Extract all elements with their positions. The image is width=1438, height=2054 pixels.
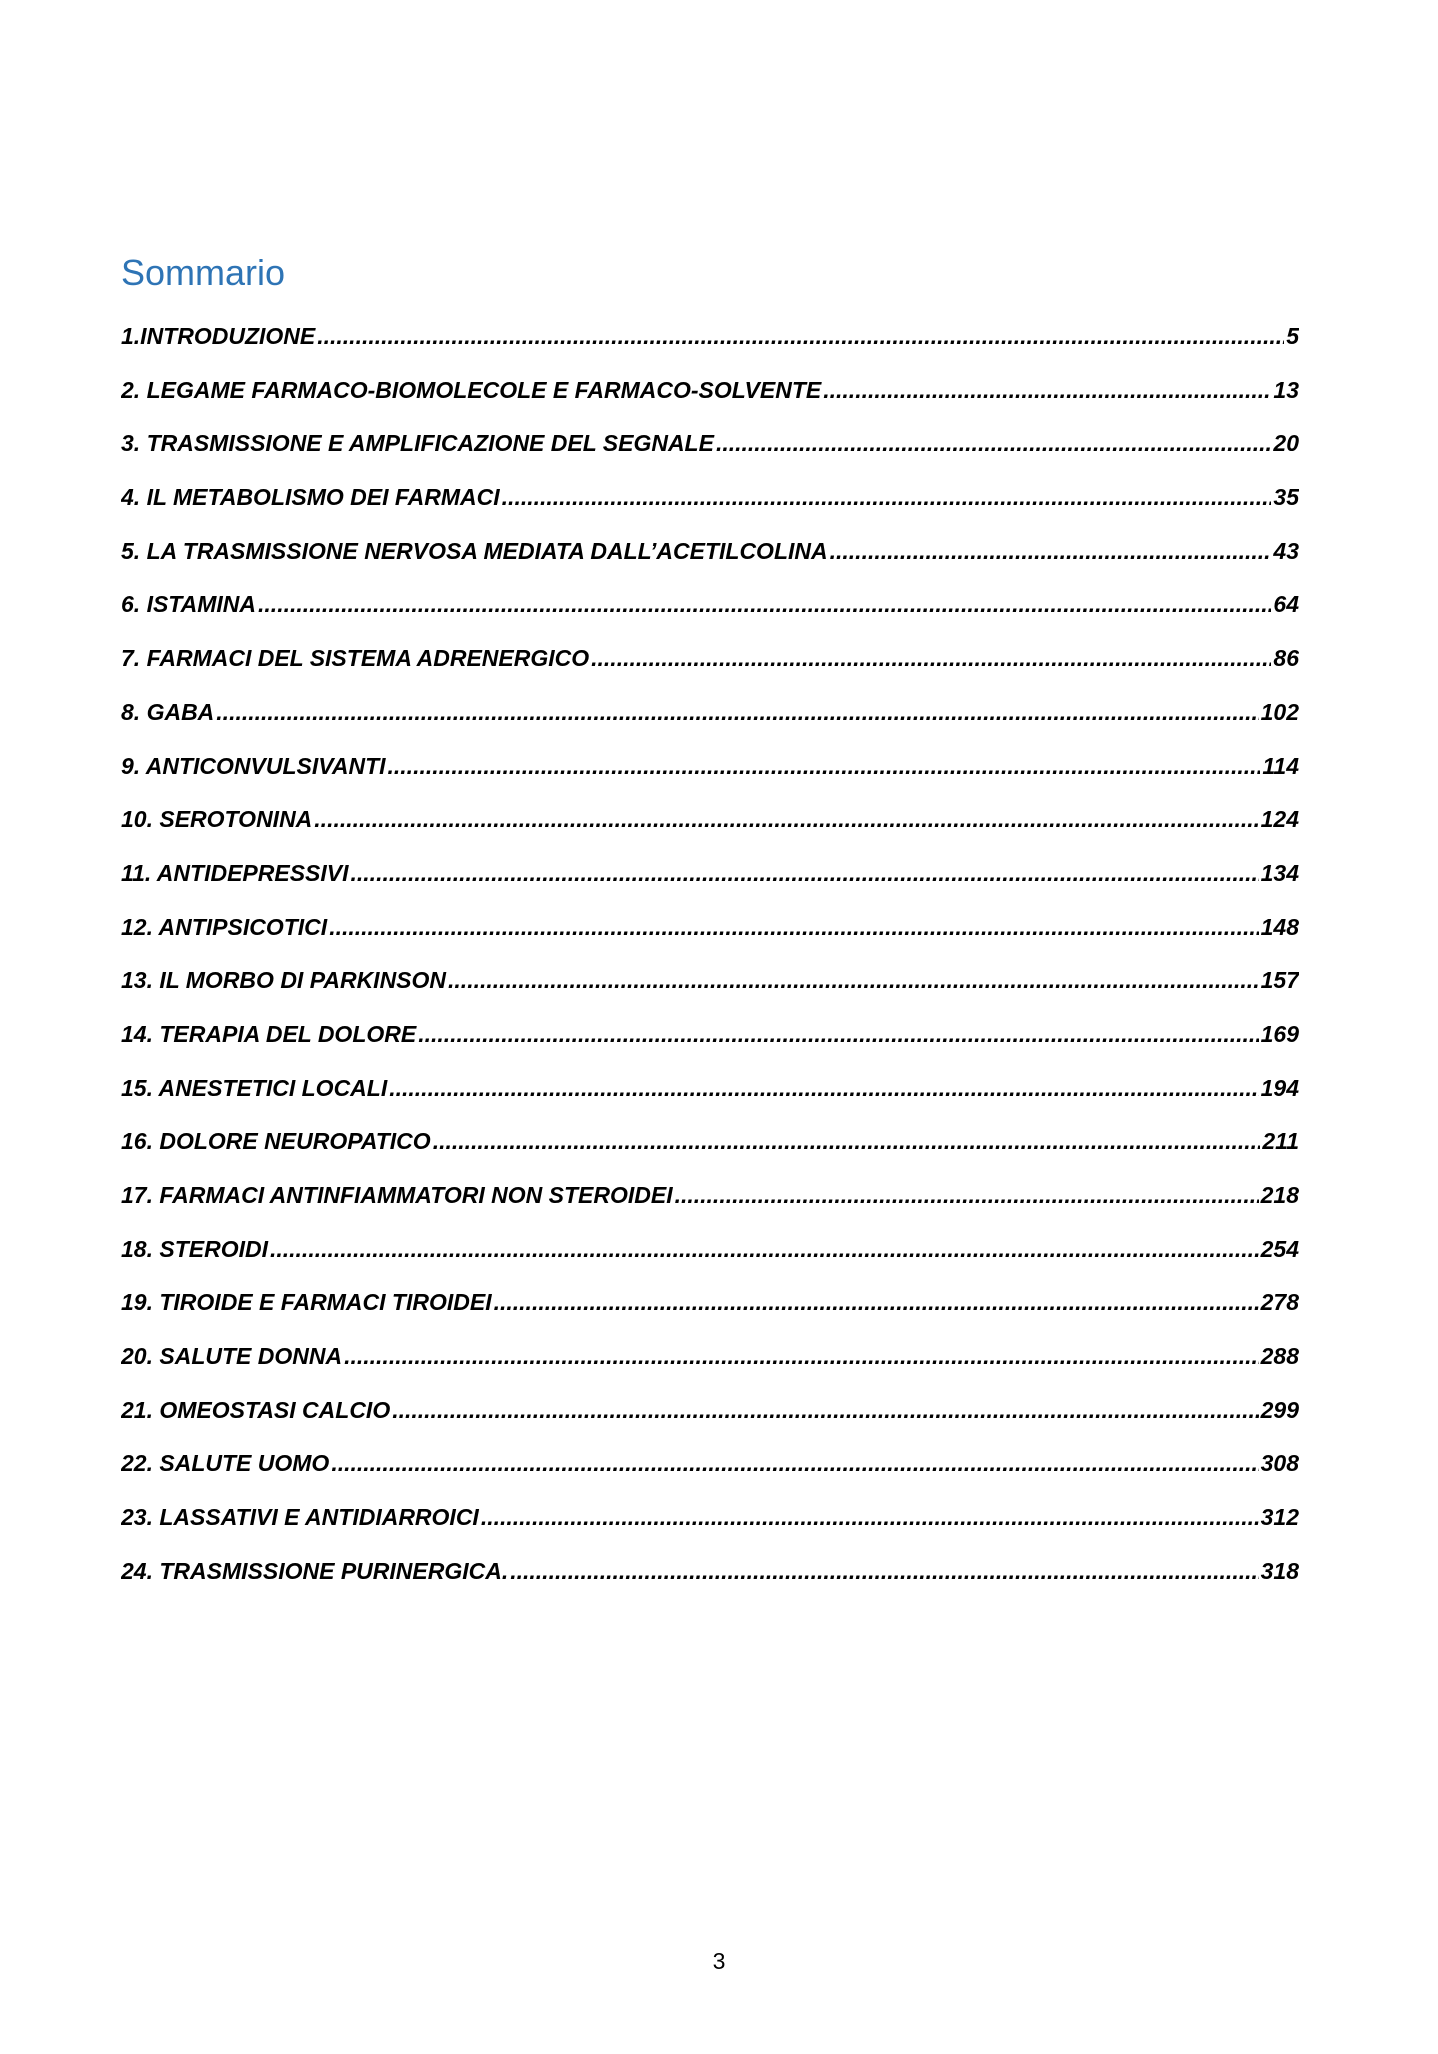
toc-entry-label: 22. SALUTE UOMO [121,1450,330,1477]
toc-entry-page: 218 [1260,1182,1299,1208]
toc-dot-leader [510,1558,1258,1585]
toc-dot-leader [502,484,1272,511]
toc-entry-page: 86 [1273,645,1299,672]
toc-entry-label: 13. IL MORBO DI PARKINSON [121,967,447,994]
toc-entry-page: 102 [1260,698,1299,725]
toc-dot-leader [344,1343,1259,1370]
toc-entry-label: 11. ANTIDEPRESSIVI [121,859,349,886]
toc-entry-label: 9. ANTICONVULSIVANTI [121,752,386,779]
toc-dot-leader [392,1397,1258,1424]
toc-dot-leader [329,914,1258,941]
toc-entry-label: 19. TIROIDE E FARMACI TIROIDEI [121,1289,492,1316]
toc-entry-label: 12. ANTIPSICOTICI [121,913,328,940]
toc-dot-leader [823,377,1271,404]
toc-dot-leader [830,538,1272,565]
toc-entry[interactable] [121,430,1299,484]
toc-entry-page: 134 [1260,859,1299,886]
toc-entry-page: 124 [1260,806,1299,833]
toc-entry-page: 254 [1260,1235,1299,1262]
toc-entry[interactable] [121,484,1299,538]
toc-entry[interactable] [121,1236,1299,1290]
toc-entry-label: 10. SEROTONINA [121,806,313,833]
toc-entry-label: 5. LA TRASMISSIONE NERVOSA MEDIATA DALL’ACETILCOLINA [121,537,828,564]
toc-entry[interactable] [121,1021,1299,1075]
toc-entry-label: 2. LEGAME FARMACO-BIOMOLECOLE E FARMACO-SOLVENTE [121,376,822,403]
toc-entry-label: 8. GABA [121,698,215,725]
toc-entry[interactable] [121,753,1299,807]
toc-entry-label: 14. TERAPIA DEL DOLORE [121,1020,417,1047]
toc-entry-page: 114 [1262,752,1299,779]
toc-dot-leader [675,1182,1259,1209]
toc-dot-leader [448,967,1259,994]
toc-entry[interactable] [121,1558,1299,1612]
toc-entry-label: 21. OMEOSTASI CALCIO [121,1396,391,1423]
toc-entry[interactable] [121,914,1299,968]
toc-entry-label: 18. STEROIDI [121,1235,268,1262]
toc-entry-page: 211 [1262,1128,1299,1155]
toc-dot-leader [258,591,1271,618]
toc-entry[interactable] [121,323,1299,377]
toc-dot-leader [216,699,1258,726]
toc-entry-page: 288 [1260,1343,1299,1370]
toc-entry[interactable] [121,1182,1299,1236]
toc-entry-label: 17. FARMACI ANTINFIAMMATORI NON STEROIDEI [121,1182,673,1208]
toc-entry-label: 3. TRASMISSIONE E AMPLIFICAZIONE DEL SEGNALE [121,430,714,457]
toc-entry-label: 23. LASSATIVI E ANTIDIARROICI [121,1504,479,1531]
toc-entry-page: 278 [1260,1289,1299,1316]
toc-entry[interactable] [121,377,1299,431]
toc-dot-leader [388,753,1261,780]
toc-entry-label: 7. FARMACI DEL SISTEMA ADRENERGICO [121,645,590,672]
toc-dot-leader [591,645,1271,672]
toc-entry[interactable] [121,1450,1299,1504]
toc-list [121,323,1299,1612]
toc-entry-page: 169 [1260,1020,1299,1047]
toc-entry-page: 13 [1273,376,1299,403]
toc-entry-page: 308 [1260,1450,1299,1477]
toc-entry-label: 15. ANESTETICI LOCALI [121,1074,388,1101]
toc-dot-leader [314,806,1258,833]
toc-entry[interactable] [121,1128,1299,1182]
toc-entry-page: 318 [1260,1557,1299,1584]
toc-entry-page: 43 [1273,537,1299,564]
toc-dot-leader [716,430,1271,457]
toc-entry-label: 1.INTRODUZIONE [121,323,316,349]
page-number: 3 [712,1948,726,1974]
toc-dot-leader [418,1021,1258,1048]
toc-entry-label: 6. ISTAMINA [121,591,257,618]
toc-entry-page: 5 [1286,323,1299,349]
toc-entry-page: 194 [1260,1074,1299,1101]
toc-entry-page: 148 [1260,913,1299,940]
toc-entry-page: 299 [1260,1396,1299,1423]
toc-entry-label: 24. TRASMISSIONE PURINERGICA. [121,1557,509,1584]
toc-entry[interactable] [121,645,1299,699]
toc-entry-label: 16. DOLORE NEUROPATICO [121,1128,431,1155]
toc-entry[interactable] [121,699,1299,753]
toc-entry-page: 312 [1260,1504,1299,1531]
toc-entry[interactable] [121,591,1299,645]
toc-dot-leader [317,323,1284,350]
toc-dot-leader [270,1236,1259,1263]
toc-entry[interactable] [121,1075,1299,1129]
toc-entry-page: 157 [1260,967,1299,994]
toc-entry[interactable] [121,1397,1299,1451]
toc-dot-leader [331,1450,1258,1477]
toc-entry[interactable] [121,1289,1299,1343]
toc-dot-leader [389,1075,1258,1102]
toc-entry-page: 35 [1273,484,1299,511]
toc-dot-leader [433,1128,1261,1155]
toc-entry-label: 20. SALUTE DONNA [121,1343,343,1370]
toc-entry[interactable] [121,538,1299,592]
toc-entry[interactable] [121,860,1299,914]
toc-dot-leader [351,860,1259,887]
toc-entry[interactable] [121,806,1299,860]
toc-title: Sommario [121,252,286,293]
toc-dot-leader [481,1504,1259,1531]
toc-entry-page: 20 [1273,430,1299,457]
toc-entry-label: 4. IL METABOLISMO DEI FARMACI [121,484,500,511]
toc-entry[interactable] [121,1504,1299,1558]
toc-entry[interactable] [121,967,1299,1021]
toc-dot-leader [494,1289,1259,1316]
toc-entry-page: 64 [1273,591,1299,618]
toc-entry[interactable] [121,1343,1299,1397]
